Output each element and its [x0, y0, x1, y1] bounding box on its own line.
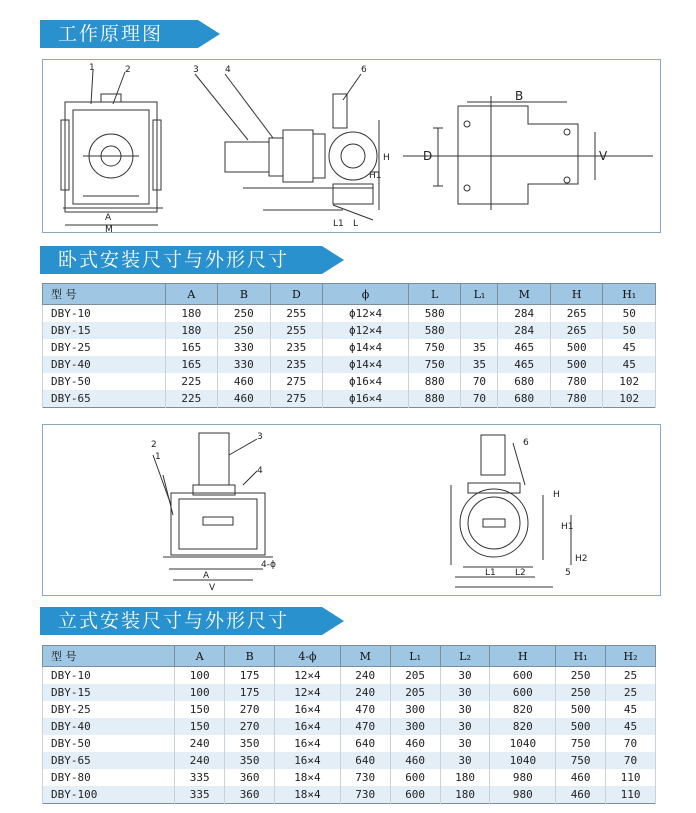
table-row	[43, 390, 656, 408]
value-cell	[461, 322, 498, 339]
value-cell: 300	[390, 718, 440, 735]
value-cell: 730	[340, 769, 390, 786]
value-cell: 18×4	[275, 769, 341, 786]
value-cell: 750	[556, 735, 606, 752]
principle-diagram-svg	[43, 60, 662, 234]
dim-label-h2: H2	[575, 554, 588, 564]
col-header: ϕ	[323, 284, 409, 305]
table-row	[43, 718, 656, 735]
col-header: H₁	[603, 284, 656, 305]
dim-label-m: M	[105, 225, 113, 234]
model-cell: DBY-15	[43, 684, 175, 701]
table-row	[43, 322, 656, 339]
model-cell: DBY-80	[43, 769, 175, 786]
value-cell: ϕ14×4	[323, 356, 409, 373]
table-row	[43, 769, 656, 786]
value-cell: 180	[440, 786, 490, 804]
dim-label-a: A	[105, 213, 112, 223]
dim-label-l: L	[353, 219, 359, 229]
dim-label-a: A	[203, 571, 210, 581]
dim-label-v: V	[599, 149, 608, 163]
value-cell: 750	[408, 356, 461, 373]
value-cell: 150	[175, 701, 225, 718]
col-header: H	[550, 284, 603, 305]
value-cell: 580	[408, 322, 461, 339]
value-cell: 240	[175, 735, 225, 752]
value-cell: 70	[606, 752, 656, 769]
value-cell: ϕ12×4	[323, 322, 409, 339]
section-title-banner	[40, 607, 322, 635]
horizontal-install-table	[42, 283, 656, 408]
value-cell: 470	[340, 718, 390, 735]
col-header: D	[270, 284, 323, 305]
model-cell: DBY-25	[43, 339, 166, 356]
col-header: B	[218, 284, 271, 305]
value-cell: 820	[490, 718, 556, 735]
dim-label-h1: H1	[369, 171, 382, 181]
value-cell: 600	[390, 769, 440, 786]
value-cell: 35	[461, 356, 498, 373]
value-cell: 235	[270, 339, 323, 356]
value-cell: 680	[498, 390, 551, 408]
table-row	[43, 373, 656, 390]
dim-label-l1: L1	[485, 568, 496, 578]
dim-label-d: D	[423, 149, 433, 163]
value-cell: 110	[606, 786, 656, 804]
value-cell: 680	[498, 373, 551, 390]
value-cell: 70	[606, 735, 656, 752]
value-cell: 255	[270, 305, 323, 323]
col-header: A	[175, 646, 225, 667]
value-cell: 50	[603, 305, 656, 323]
value-cell: 284	[498, 322, 551, 339]
value-cell: 25	[606, 667, 656, 685]
value-cell: 1040	[490, 752, 556, 769]
value-cell: 205	[390, 684, 440, 701]
value-cell: 350	[225, 735, 275, 752]
value-cell: 880	[408, 390, 461, 408]
value-cell: 640	[340, 735, 390, 752]
model-cell: DBY-100	[43, 786, 175, 804]
value-cell: 255	[270, 322, 323, 339]
col-header: 4-ϕ	[275, 646, 341, 667]
value-cell: 600	[490, 684, 556, 701]
table-row	[43, 667, 656, 685]
value-cell: 640	[340, 752, 390, 769]
col-header: M	[498, 284, 551, 305]
value-cell: 45	[606, 701, 656, 718]
dim-label-v: V	[209, 583, 216, 593]
part-label-6: 6	[523, 438, 529, 448]
value-cell: 780	[550, 390, 603, 408]
value-cell: 30	[440, 718, 490, 735]
table-row	[43, 339, 656, 356]
part-label-2: 2	[125, 65, 131, 75]
banner-cap	[322, 246, 344, 274]
value-cell: 465	[498, 339, 551, 356]
value-cell: 50	[603, 322, 656, 339]
model-cell: DBY-65	[43, 752, 175, 769]
part-label-4: 4	[257, 466, 263, 476]
value-cell: 350	[225, 752, 275, 769]
table-row	[43, 786, 656, 804]
value-cell: 980	[490, 786, 556, 804]
value-cell: 165	[165, 356, 218, 373]
value-cell: 16×4	[275, 701, 341, 718]
value-cell: 500	[556, 718, 606, 735]
value-cell: 300	[390, 701, 440, 718]
model-cell: DBY-50	[43, 735, 175, 752]
value-cell: 250	[218, 305, 271, 323]
value-cell: 180	[440, 769, 490, 786]
value-cell: 460	[556, 769, 606, 786]
table-row	[43, 305, 656, 323]
value-cell: 110	[606, 769, 656, 786]
vertical-install-drawing	[42, 424, 661, 596]
model-cell: DBY-65	[43, 390, 166, 408]
value-cell: 460	[218, 373, 271, 390]
model-cell: DBY-50	[43, 373, 166, 390]
value-cell: 600	[390, 786, 440, 804]
value-cell: 500	[550, 356, 603, 373]
model-cell: DBY-15	[43, 322, 166, 339]
dim-label-h: H	[553, 490, 560, 500]
section-title: 工作原理图	[58, 23, 164, 45]
part-label-3: 3	[257, 432, 263, 442]
value-cell: 240	[175, 752, 225, 769]
value-cell: 30	[440, 752, 490, 769]
value-cell: 30	[440, 735, 490, 752]
col-header: L	[408, 284, 461, 305]
part-label-4: 4	[225, 65, 231, 75]
banner-cap	[198, 20, 220, 48]
value-cell: 284	[498, 305, 551, 323]
value-cell: 250	[218, 322, 271, 339]
model-cell: DBY-10	[43, 667, 175, 685]
value-cell: 460	[390, 735, 440, 752]
value-cell: 730	[340, 786, 390, 804]
value-cell: 820	[490, 701, 556, 718]
col-header: A	[165, 284, 218, 305]
value-cell: 880	[408, 373, 461, 390]
value-cell: 175	[225, 667, 275, 685]
part-label-2: 2	[151, 440, 157, 450]
dim-label-b: B	[515, 89, 524, 103]
part-label-3: 3	[193, 65, 199, 75]
value-cell: 45	[606, 718, 656, 735]
col-header: L₁	[461, 284, 498, 305]
value-cell: 470	[340, 701, 390, 718]
value-cell: 225	[165, 390, 218, 408]
col-header: H₂	[606, 646, 656, 667]
dim-label-l2: L2	[515, 568, 526, 578]
value-cell: 980	[490, 769, 556, 786]
col-header: H	[490, 646, 556, 667]
col-header: 型 号	[43, 284, 166, 305]
part-label-5: 5	[565, 568, 571, 578]
value-cell: 500	[550, 339, 603, 356]
value-cell: 750	[408, 339, 461, 356]
value-cell: 270	[225, 718, 275, 735]
value-cell: 45	[603, 339, 656, 356]
value-cell: 18×4	[275, 786, 341, 804]
value-cell: 25	[606, 684, 656, 701]
vertical-diagram-svg	[43, 425, 662, 597]
col-header: L₁	[390, 646, 440, 667]
value-cell: 275	[270, 390, 323, 408]
table-header-row	[43, 646, 656, 667]
model-cell: DBY-40	[43, 356, 166, 373]
value-cell: ϕ12×4	[323, 305, 409, 323]
value-cell: 330	[218, 339, 271, 356]
value-cell: ϕ16×4	[323, 390, 409, 408]
col-header: M	[340, 646, 390, 667]
value-cell: 180	[165, 305, 218, 323]
table-row	[43, 701, 656, 718]
value-cell: 100	[175, 667, 225, 685]
part-label-1: 1	[89, 63, 95, 73]
col-header: 型 号	[43, 646, 175, 667]
col-header: L₂	[440, 646, 490, 667]
value-cell: 460	[556, 786, 606, 804]
model-cell: DBY-10	[43, 305, 166, 323]
value-cell: 45	[603, 356, 656, 373]
value-cell: 100	[175, 684, 225, 701]
value-cell: 580	[408, 305, 461, 323]
col-header: H₁	[556, 646, 606, 667]
value-cell: 780	[550, 373, 603, 390]
value-cell: 150	[175, 718, 225, 735]
table-header-row	[43, 284, 656, 305]
value-cell: 460	[390, 752, 440, 769]
section-title: 立式安装尺寸与外形尺寸	[58, 610, 290, 632]
value-cell: 240	[340, 667, 390, 685]
value-cell: 70	[461, 373, 498, 390]
value-cell: 30	[440, 684, 490, 701]
value-cell: 12×4	[275, 667, 341, 685]
section-title-banner	[40, 20, 198, 48]
value-cell: 270	[225, 701, 275, 718]
dim-label-l1: L1	[333, 219, 344, 229]
working-principle-drawing	[42, 59, 661, 233]
model-cell: DBY-25	[43, 701, 175, 718]
value-cell: 35	[461, 339, 498, 356]
table-row	[43, 356, 656, 373]
vertical-install-table	[42, 645, 656, 804]
value-cell: 330	[218, 356, 271, 373]
section-title: 卧式安装尺寸与外形尺寸	[58, 249, 290, 271]
value-cell: 250	[556, 684, 606, 701]
value-cell: 16×4	[275, 718, 341, 735]
value-cell: ϕ14×4	[323, 339, 409, 356]
part-label-1: 1	[155, 452, 161, 462]
dim-label-h1: H1	[561, 522, 574, 532]
value-cell: 275	[270, 373, 323, 390]
value-cell: 16×4	[275, 752, 341, 769]
value-cell: 102	[603, 373, 656, 390]
value-cell: 1040	[490, 735, 556, 752]
dim-label-h: H	[383, 153, 390, 163]
value-cell: 175	[225, 684, 275, 701]
value-cell: 460	[218, 390, 271, 408]
value-cell: 360	[225, 769, 275, 786]
table-row	[43, 735, 656, 752]
value-cell: 180	[165, 322, 218, 339]
value-cell: 335	[175, 786, 225, 804]
value-cell: 360	[225, 786, 275, 804]
value-cell: 500	[556, 701, 606, 718]
banner-cap	[322, 607, 344, 635]
value-cell: 225	[165, 373, 218, 390]
value-cell: 12×4	[275, 684, 341, 701]
value-cell: 750	[556, 752, 606, 769]
value-cell: 265	[550, 305, 603, 323]
table-row	[43, 684, 656, 701]
value-cell: 465	[498, 356, 551, 373]
model-cell: DBY-40	[43, 718, 175, 735]
part-label-6: 6	[361, 65, 367, 75]
value-cell: ϕ16×4	[323, 373, 409, 390]
value-cell: 265	[550, 322, 603, 339]
value-cell: 600	[490, 667, 556, 685]
value-cell: 335	[175, 769, 225, 786]
value-cell: 16×4	[275, 735, 341, 752]
value-cell: 205	[390, 667, 440, 685]
value-cell: 102	[603, 390, 656, 408]
value-cell: 70	[461, 390, 498, 408]
value-cell: 240	[340, 684, 390, 701]
value-cell: 30	[440, 701, 490, 718]
value-cell: 235	[270, 356, 323, 373]
section-title-banner	[40, 246, 322, 274]
table-row	[43, 752, 656, 769]
value-cell: 30	[440, 667, 490, 685]
col-header: B	[225, 646, 275, 667]
value-cell	[461, 305, 498, 323]
value-cell: 250	[556, 667, 606, 685]
dim-label-4phi: 4-ϕ	[261, 560, 276, 570]
value-cell: 165	[165, 339, 218, 356]
